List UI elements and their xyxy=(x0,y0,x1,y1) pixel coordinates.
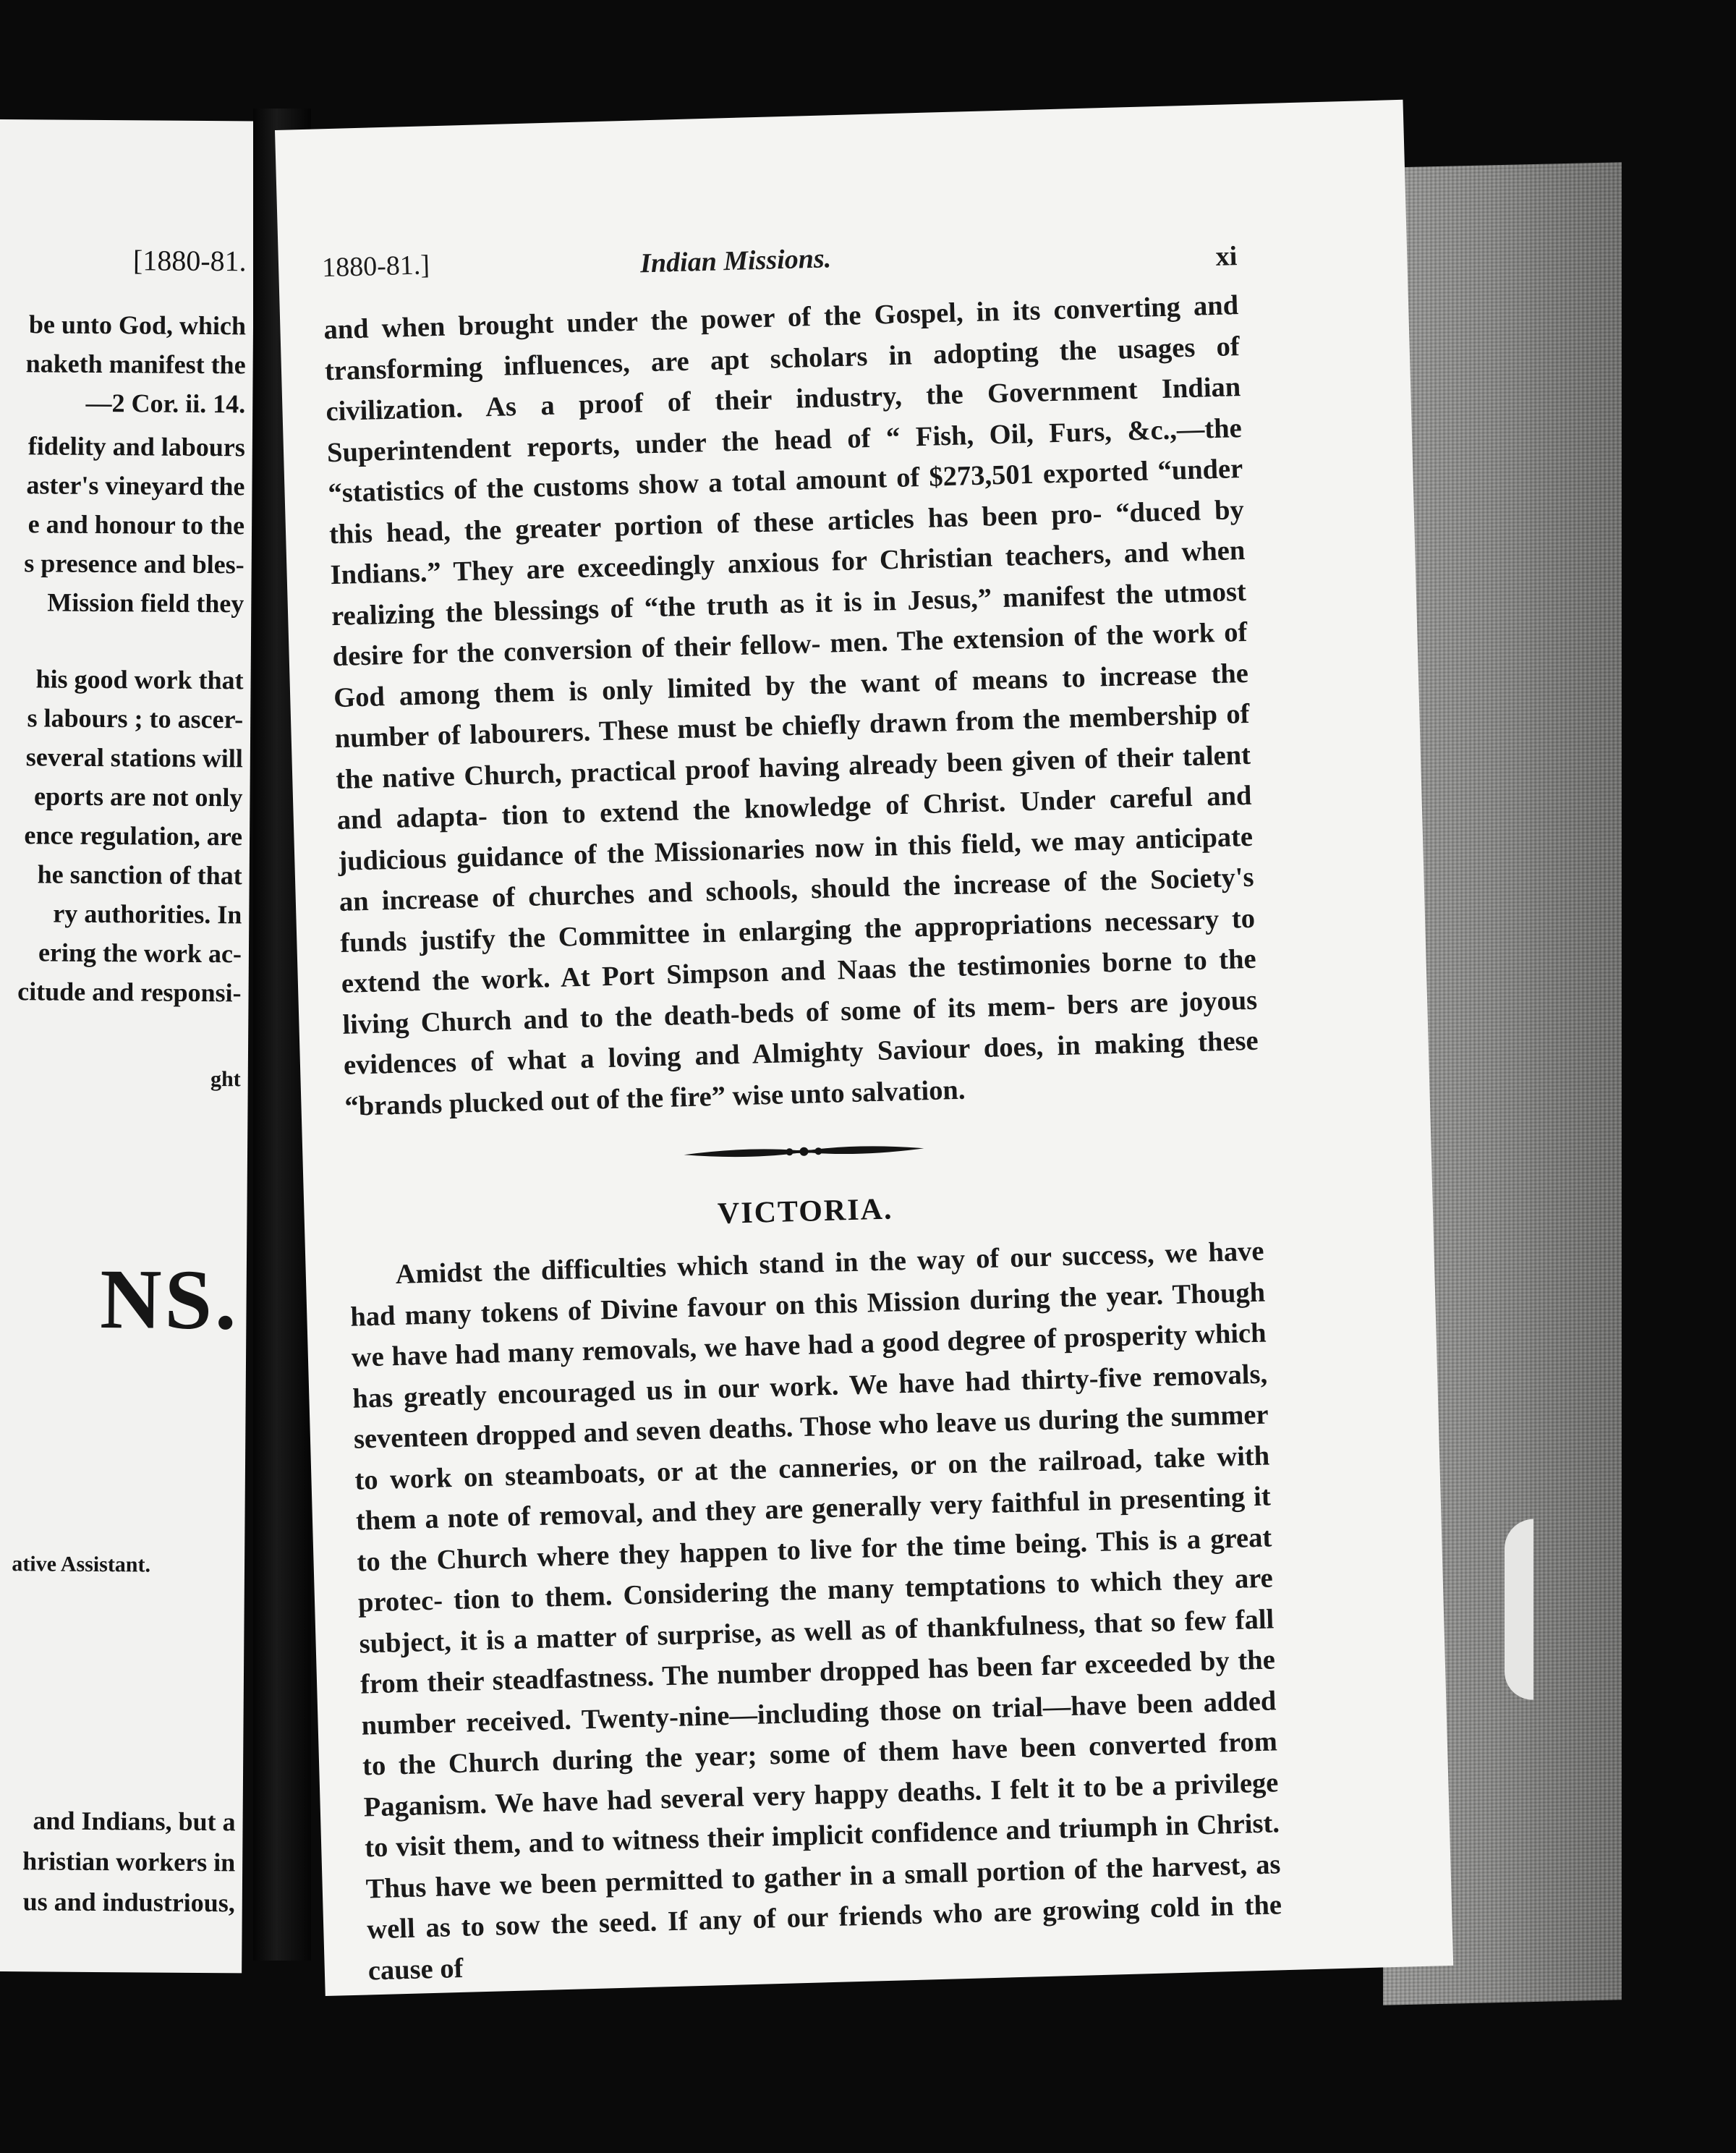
left-line: ering the work ac- xyxy=(38,938,242,969)
left-line: hristian workers in xyxy=(22,1846,236,1877)
left-line: us and industrious, xyxy=(22,1887,235,1918)
left-page xyxy=(0,119,255,1973)
left-line: Mission field they xyxy=(47,587,244,619)
left-line: naketh manifest the xyxy=(25,349,246,380)
left-line: e and honour to the xyxy=(27,509,245,540)
left-line: ght xyxy=(210,1067,241,1092)
body-paragraph-1: and when brought under the power of the Gospel, in its converting and transforming influences, are apt scholars in adopting the usages of civilization. As a proof of their industry, the Government Indian Superintendent reports, under the head of “ Fish, Oil, Furs, &c.,—the “statistics of the customs show a total amount of $273,501 exported “under this head, the greater portion of these articles has been pro- “duced by Indians.” They are exceedingly anxious for Christian teachers, and when realizing the blessings of “the truth as it is in Jesus,” manifest the utmost desire for the conversion of their fellow- men. The extension of the work of God among them is only limited by the want of means to increase the number of labourers. These must be chiefly drawn from the membership of the native Church, practical proof having already been given of their talent and adapta- tion to extend the knowledge of Christ. Under careful and judicious guidance of the Missionaries now in this field, we may anticipate an increase of churches and schools, should the increase of the Society's funds justify the Committee in enlarging the appropriations necessary to extend the work. At Port Simpson and Naas the testimonies borne to the living Church and to the death-beds of some of its mem- bers are joyous evidences of what a loving and Almighty Saviour does, in making these “brands plucked out of the fire” wise unto salvation. xyxy=(323,290,1259,1122)
section-title: VICTORIA. xyxy=(717,1192,893,1231)
left-line: several stations will xyxy=(25,742,243,773)
left-line: fidelity and labours xyxy=(27,431,245,462)
header-year: 1880-81.] xyxy=(321,250,430,284)
left-line: s presence and bles- xyxy=(24,548,244,579)
left-page-header: [1880-81. xyxy=(132,244,247,278)
page-body xyxy=(322,227,1284,1991)
left-line: be unto God, which xyxy=(28,310,247,341)
left-line: he sanction of that xyxy=(37,859,242,891)
left-line: citude and responsi- xyxy=(17,977,242,1008)
thumb-index-notch xyxy=(1505,1519,1533,1701)
left-section-heading: NS. xyxy=(99,1252,240,1348)
left-line: —2 Cor. ii. 14. xyxy=(85,388,246,419)
left-line: aster's vineyard the xyxy=(26,470,245,501)
left-line: s labours ; to ascer- xyxy=(27,703,244,734)
left-line: his good work that xyxy=(35,664,244,695)
left-line: ence regulation, are xyxy=(24,820,243,852)
left-line: and Indians, but a xyxy=(33,1806,236,1837)
right-page xyxy=(275,100,1453,1996)
section-divider-ornament xyxy=(681,1137,927,1165)
left-line: ry authorities. In xyxy=(53,899,242,930)
body-paragraph-2: Amidst the difficulties which stand in the way of our success, we have had many tokens of Divine favour on this Mission during the year. Though we have had many removals, we have had a good degree of prosperity which has greatly encouraged us in our work. We have had thirty-five removals, seventeen dropped and seven deaths. Those who leave us during the summer to work on steamboats, or at the canneries, or on the railroad, take with them a note of removal, and they are generally very faithful in presenting it to the Church where they happen to live for the time being. This is a great protec- tion to them. Considering the many temptations to which they are subject, it is a matter of surprise, as well as of thankfulness, that so few fall from their steadfastness. The number dropped has been far exceeded by the number received. Twenty-nine—including those on trial—have been added to the Church during the year; some of them have been converted from Paganism. We have had several very happy deaths. I felt it to be a privilege to visit them, and to witness their implicit confidence and triumph in Christ. Thus have we been permitted to gather in a small portion of the harvest, as well as to sow the seed. If any of our friends who are growing cold in the cause of xyxy=(349,1236,1282,1986)
left-line: ative Assistant. xyxy=(12,1552,151,1577)
page-number: xi xyxy=(1215,241,1238,272)
header-title: Indian Missions. xyxy=(639,243,832,279)
left-line: eports are not only xyxy=(34,781,243,812)
